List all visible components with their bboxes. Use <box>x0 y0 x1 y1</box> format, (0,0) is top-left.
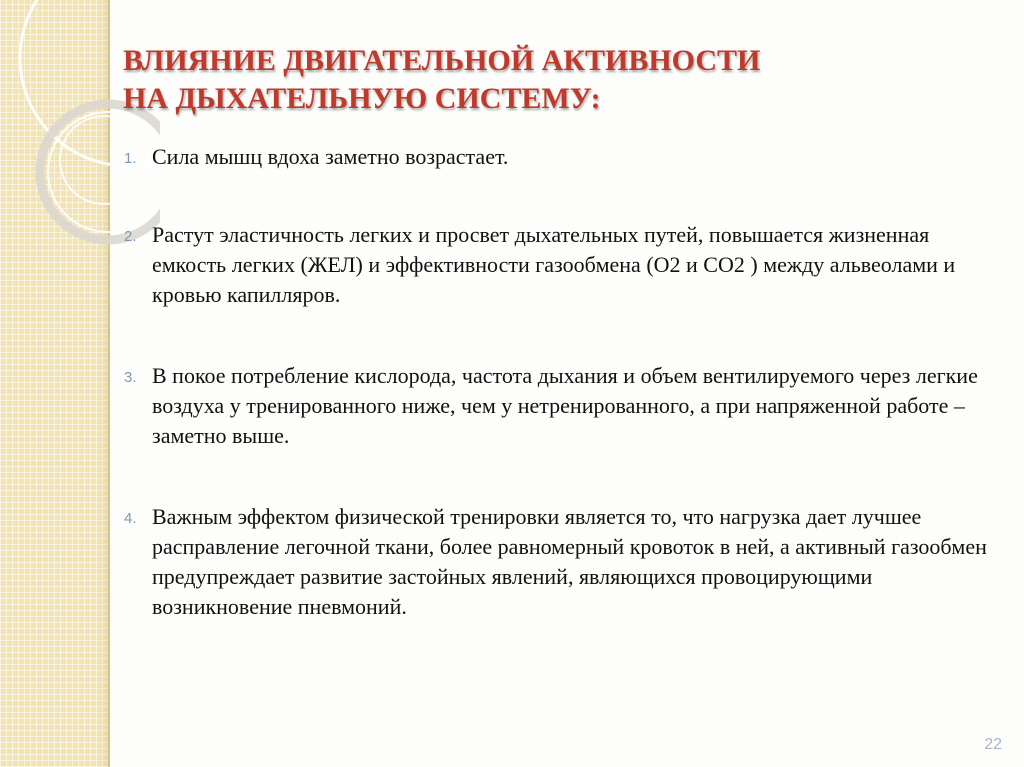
list-item <box>124 361 1000 451</box>
list-item <box>124 220 1000 310</box>
slide-title <box>123 42 983 118</box>
item-number: 2. <box>124 228 137 245</box>
title-line-2: НА ДЫХАТЕЛЬНУЮ СИСТЕМУ: <box>123 82 601 115</box>
item-number: 3. <box>124 369 137 386</box>
item-text: Растут эластичность легких и просвет дыхательных путей, повышается жизненная емкость легких (ЖЕЛ) и эффективности газообмена (О2 и СО2 ) между альвеолами и кровью капилляров. <box>152 222 956 307</box>
middle-ring-inner <box>48 112 160 232</box>
page-number: 22 <box>984 736 1002 753</box>
list-item <box>124 142 1000 172</box>
item-text: Сила мышц вдоха заметно возрастает. <box>152 144 509 169</box>
item-number: 1. <box>124 150 137 167</box>
list-item <box>124 502 1000 622</box>
item-text: В покое потребление кислорода, частота дыхания и объем вентилируемого через легкие воздуха у тренированного ниже, чем у нетренированного, а при напряженной работе – заметно выше. <box>152 363 978 448</box>
title-line-1: ВЛИЯНИЕ ДВИГАТЕЛЬНОЙ АКТИВНОСТИ <box>123 44 761 77</box>
item-number: 4. <box>124 510 137 527</box>
item-text: Важным эффектом физической тренировки является то, что нагрузка дает лучшее расправление легочной ткани, более равномерный кровоток в ней, а активный газообмен предупреждает развитие застойных явлений, являющихся провоцирующими возникновение пневмоний. <box>152 504 987 619</box>
